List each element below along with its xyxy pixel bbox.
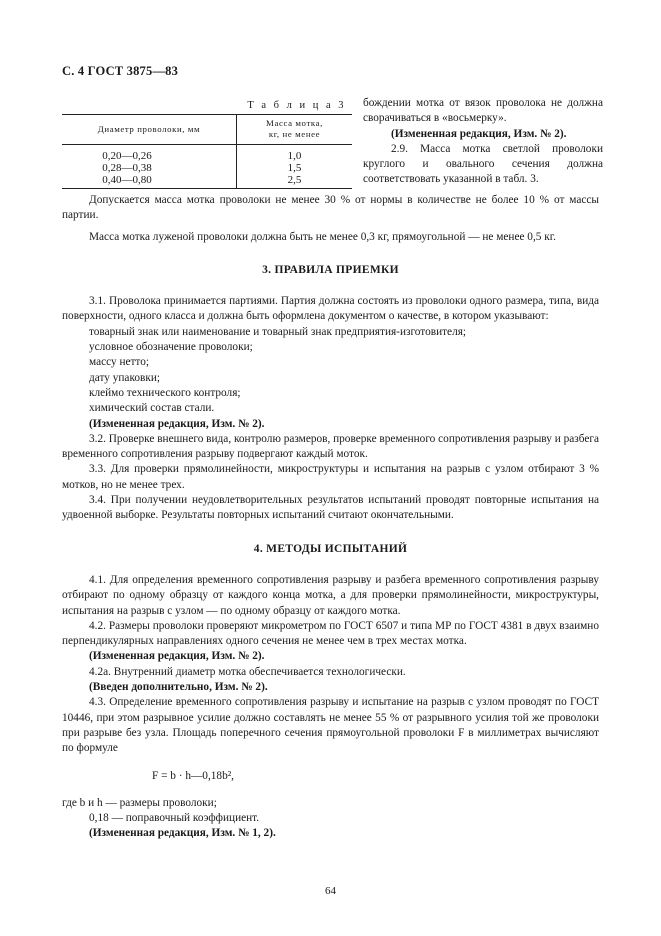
table-header-mass-line2: кг, не менее [268, 129, 321, 139]
table-3 [62, 98, 352, 189]
paragraph: Масса мотка луженой проволоки должна быть не менее 0,3 кг, прямоугольной — не менее 0,5 кг. [89, 230, 556, 243]
formula-legend: 0,18 — поправочный коэффициент. [89, 812, 260, 825]
section-3-title: 3. ПРАВИЛА ПРИЕМКИ [262, 263, 399, 276]
list-item: клеймо технического контроля; [89, 386, 241, 399]
paragraph-3-2: 3.2. Проверке внешнего вида, контролю размеров, проверке временного сопротивления разрыву и разбега временного сопротивления разрыву подвергают каждый моток. [62, 432, 599, 461]
paragraph-3-1: 3.1. Проволока принимается партиями. Партия должна состоять из проволоки одного размера, типа, вида поверхности, одного класса и должна быть оформлена документом о качестве, в котором указывают: [62, 295, 599, 323]
paragraph-3-4: 3.4. При получении неудовлетворительных результатов испытаний проводят повторные испытания на удвоенной выборке. Результаты повторных испытаний считают окончательными. [62, 494, 599, 522]
formula: F = b · h—0,18b², [152, 769, 234, 782]
edit-note: (Измененная редакция, Изм. № 2). [89, 417, 265, 430]
page-number: 64 [325, 885, 336, 897]
table-row [62, 162, 352, 174]
paragraph-4-1: 4.1. Для определения временного сопротивления разрыву и разбега временного сопротивления разрыву отбирают по одному образцу от каждого конца мотка, а для проверки прямолинейности, микроструктуры, испытания на разрыв с узлом — по одному образцу от каждого мотка. [62, 573, 599, 617]
edit-note: (Измененная редакция, Изм. № 2). [89, 650, 265, 663]
list-item: условное обозначение проволоки; [89, 341, 253, 354]
table-cell-diameter: 0,28—0,38 [62, 162, 237, 174]
list-item: дату упаковки; [89, 371, 161, 384]
paragraph-2-9: 2.9. Масса мотка светлой проволоки круглого и овального сечения должна соответствовать указанной в табл. 3. [363, 142, 603, 186]
formula-legend: где b и h — размеры проволоки; [62, 796, 217, 809]
table-row [62, 145, 352, 163]
table-cell-diameter: 0,20—0,26 [62, 145, 237, 163]
paragraph-4-2a: 4.2а. Внутренний диаметр мотка обеспечивается технологически. [89, 665, 406, 678]
table-cell-mass: 2,5 [237, 174, 353, 189]
table-header-diameter: Диаметр проволоки, мм [62, 115, 237, 145]
paragraph: бождении мотка от вязок проволока не должна сворачиваться в «восьмерку». [363, 97, 603, 125]
table-cell-mass: 1,5 [287, 162, 302, 174]
paragraph: Допускается масса мотка проволоки не менее 30 % от нормы в количестве не более 10 % от массы партии. [62, 194, 599, 222]
list-item: химический состав стали. [89, 402, 215, 415]
table-header-mass [237, 115, 353, 145]
table-cell-mass: 1,0 [287, 150, 302, 162]
table-cell-diameter: 0,40—0,80 [62, 174, 237, 189]
edit-note: (Измененная редакция, Изм. № 1, 2). [89, 827, 276, 840]
main-text [62, 193, 599, 842]
table-row [62, 174, 352, 189]
table-header-mass-line1: Масса мотка, [266, 118, 323, 128]
list-item: массу нетто; [89, 356, 150, 369]
table-caption: Т а б л и ц а 3 [247, 100, 346, 111]
edit-note: (Измененная редакция, Изм. № 2). [391, 127, 567, 140]
edit-note: (Введен дополнительно, Изм. № 2). [89, 681, 268, 694]
right-column-text [363, 96, 603, 188]
document-header: С. 4 ГОСТ 3875—83 [62, 64, 179, 78]
paragraph-4-3: 4.3. Определение временного сопротивления разрыву и испытание на разрыв с узлом проводят по ГОСТ 10446, при этом разрывное усилие должно составлять не менее 55 % от разрывного усилия той же проволоки при разрыве без узла. Площадь поперечного сечения прямоугольной проволоки F в миллиметрах вычисляют по формуле [62, 696, 599, 755]
section-4-title: 4. МЕТОДЫ ИСПЫТАНИЙ [253, 542, 408, 555]
mass-table [62, 114, 352, 189]
paragraph-4-2: 4.2. Размеры проволоки проверяют микрометром по ГОСТ 6507 и типа МР по ГОСТ 4381 в двух взаимно перпендикулярных направлениях одного сечения не менее чем в трех местах мотка. [62, 619, 599, 648]
list-item: товарный знак или наименование и товарный знак предприятия-изготовителя; [89, 325, 467, 338]
paragraph-3-3: 3.3. Для проверки прямолинейности, микроструктуры и испытания на разрыв с узлом отбирают 3 % мотков, но не менее трех. [62, 463, 599, 491]
